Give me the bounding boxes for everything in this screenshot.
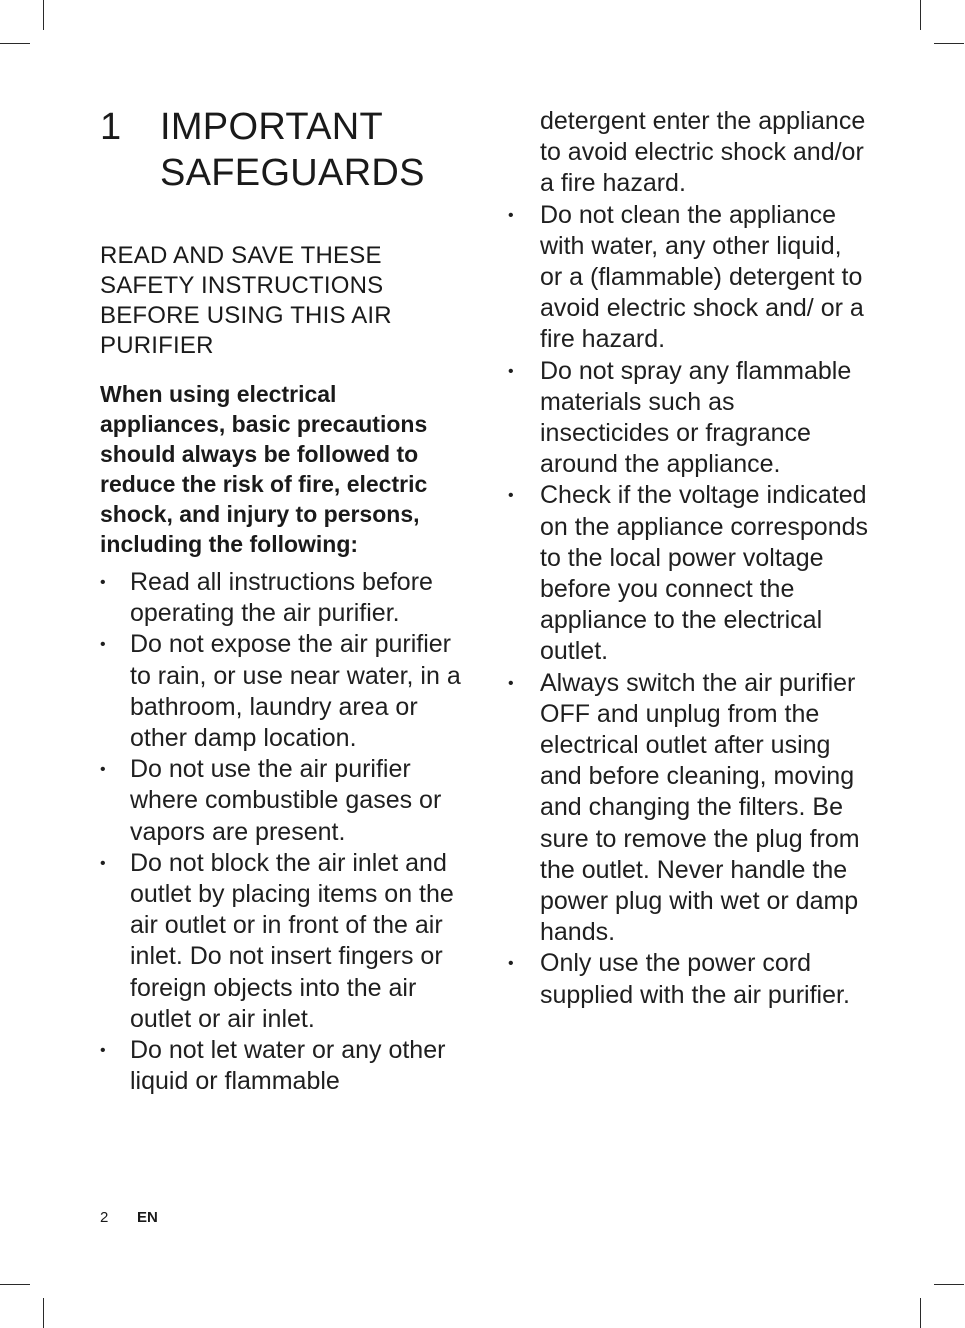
section-number: 1: [100, 106, 122, 148]
left-bullet-list: [100, 567, 462, 1097]
bullet-icon: •: [508, 955, 514, 973]
language-code: EN: [137, 1209, 158, 1226]
left-column: [100, 104, 462, 1097]
safety-subheading: READ AND SAVE THESE SAFETY INSTRUCTIONS BEFORE USING THIS AIR PURIFIER: [100, 242, 392, 359]
crop-mark: [0, 1284, 30, 1285]
crop-mark: [43, 0, 44, 30]
crop-mark: [920, 0, 921, 30]
crop-mark: [43, 1298, 44, 1328]
list-item: • Check if the voltage indicated on the appliance corresponds to the local power voltage before you connect the appliance to the electrical outlet.: [508, 481, 869, 666]
list-item: • Always switch the air purifier OFF and unplug from the electrical outlet after using and before cleaning, moving and changing the filters. Be sure to remove the plug from the outlet. Never handle the power plug with wet or damp hands.: [508, 668, 860, 947]
list-item: • Do not spray any flammable materials such as insecticides or fragrance around the appliance.: [508, 356, 852, 479]
continued-text: detergent enter the appliance to avoid electric shock and/or a fire hazard.: [540, 107, 866, 198]
bullet-icon: •: [508, 487, 514, 505]
section-heading: [100, 104, 462, 196]
list-item: • Do not expose the air purifier to rain, or use near water, in a bathroom, laundry area or other damp location.: [100, 630, 461, 753]
crop-mark: [934, 1284, 964, 1285]
list-item: • Do not clean the appliance with water, any other liquid, or a (flammable) detergent to avoid electric shock and/ or a fire hazard.: [508, 200, 864, 354]
page-footer: [100, 1208, 158, 1228]
crop-mark: [0, 43, 30, 44]
section-title: IMPORTANT SAFEGUARDS: [160, 106, 425, 194]
bullet-icon: •: [100, 854, 106, 872]
intro-paragraph: When using electrical appliances, basic precautions should always be followed to reduce the risk of fire, electric shock, and injury to persons, including the following:: [100, 381, 428, 557]
right-column: [508, 106, 870, 1011]
bullet-icon: •: [508, 206, 514, 224]
bullet-icon: •: [100, 1042, 106, 1060]
bullet-icon: •: [100, 636, 106, 654]
bullet-icon: •: [508, 362, 514, 380]
list-item: • Do not let water or any other liquid or flammable: [100, 1036, 446, 1096]
list-item: • Read all instructions before operating the air purifier.: [100, 568, 433, 628]
list-item: • Only use the power cord supplied with the air purifier.: [508, 949, 850, 1009]
right-bullet-list: [508, 200, 870, 1011]
list-item: • Do not use the air purifier where combustible gases or vapors are present.: [100, 755, 442, 846]
crop-mark: [934, 43, 964, 44]
list-item: • Do not block the air inlet and outlet by placing items on the air outlet or in front of the air inlet. Do not insert fingers or foreign objects into the air outlet or air inlet.: [100, 848, 454, 1033]
bullet-icon: •: [508, 674, 514, 692]
bullet-icon: •: [100, 574, 106, 591]
bullet-icon: •: [100, 761, 106, 779]
crop-mark: [920, 1298, 921, 1328]
page-number: 2: [100, 1209, 109, 1226]
